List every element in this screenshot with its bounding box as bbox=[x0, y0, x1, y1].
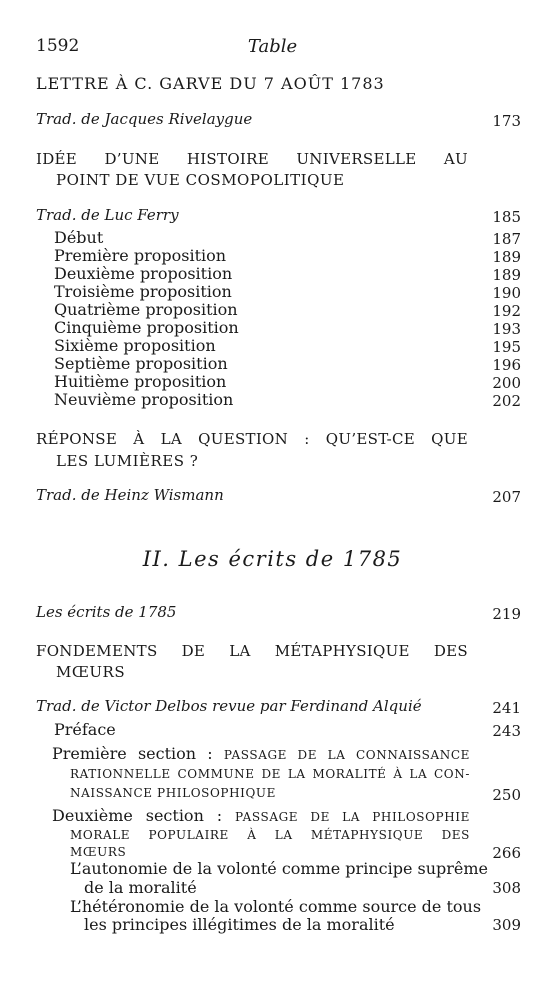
running-title: Table bbox=[247, 36, 298, 57]
section-title-reponse-line1: RÉPONSE À LA QUESTION : QU’EST-CE QUE bbox=[36, 430, 468, 448]
section-title-ecrits: Les écrits de 1785 bbox=[36, 603, 177, 621]
autonomie-line2: de la moralité bbox=[84, 878, 197, 897]
page-ref: 190 bbox=[492, 284, 521, 302]
page-ref: 189 bbox=[492, 248, 521, 266]
trad-rivelaygue: Trad. de Jacques Rivelaygue bbox=[36, 110, 253, 128]
heteronomie-line2: les principes illégitimes de la moralité bbox=[84, 915, 395, 934]
page-ref: 173 bbox=[492, 112, 521, 130]
list-item: Début bbox=[54, 228, 104, 247]
premiere-section-line3: NAISSANCE PHILOSOPHIQUE bbox=[70, 786, 276, 800]
list-item: Huitième proposition bbox=[54, 372, 227, 391]
list-item: Première proposition bbox=[54, 246, 227, 265]
page-ref: 309 bbox=[492, 916, 521, 934]
section-title-idee-line2: POINT DE VUE COSMOPOLITIQUE bbox=[56, 171, 345, 189]
trad-ferry: Trad. de Luc Ferry bbox=[36, 206, 179, 224]
heteronomie-line1: L’hétéronomie de la volonté comme source de tous bbox=[70, 897, 482, 916]
page-ref: 192 bbox=[492, 302, 521, 320]
page-ref: 308 bbox=[492, 879, 521, 897]
list-item: Quatrième proposition bbox=[54, 300, 238, 319]
list-item: Neuvième proposition bbox=[54, 390, 234, 409]
trad-wismann: Trad. de Heinz Wismann bbox=[36, 486, 224, 504]
trad-delbos: Trad. de Victor Delbos revue par Ferdinand Alquié bbox=[36, 697, 422, 715]
list-item: Troisième proposition bbox=[54, 282, 232, 301]
deuxieme-section-line1: Deuxième section : PASSAGE DE LA PHILOSOPHIE bbox=[52, 806, 470, 825]
premiere-section-line1: Première section : PASSAGE DE LA CONNAISSANCE bbox=[52, 744, 470, 763]
section-title-reponse-line2: LES LUMIÈRES ? bbox=[56, 452, 199, 470]
page-ref: 241 bbox=[492, 699, 521, 717]
page-ref: 243 bbox=[492, 722, 521, 740]
list-item-preface: Préface bbox=[54, 720, 116, 739]
section-title-idee-line1: IDÉE D’UNE HISTOIRE UNIVERSELLE AU bbox=[36, 150, 468, 168]
page-ref: 185 bbox=[492, 208, 521, 226]
section-title-garve: LETTRE À C. GARVE DU 7 AOÛT 1783 bbox=[36, 74, 385, 93]
page-ref: 250 bbox=[492, 786, 521, 804]
deuxieme-section-line2: MORALE POPULAIRE À LA MÉTAPHYSIQUE DES bbox=[70, 828, 470, 842]
page-ref: 207 bbox=[492, 488, 521, 506]
page-ref: 195 bbox=[492, 338, 521, 356]
premiere-section-line2: RATIONNELLE COMMUNE DE LA MORALITÉ À LA CON- bbox=[70, 767, 470, 781]
page-ref: 193 bbox=[492, 320, 521, 338]
page-ref: 219 bbox=[492, 605, 521, 623]
page-ref: 196 bbox=[492, 356, 521, 374]
list-item: Sixième proposition bbox=[54, 336, 216, 355]
list-item: Deuxième proposition bbox=[54, 264, 233, 283]
section-title-fondements-line1: FONDEMENTS DE LA MÉTAPHYSIQUE DES bbox=[36, 642, 469, 660]
section-title-fondements-line2: MŒURS bbox=[56, 663, 126, 681]
page-ref: 266 bbox=[492, 844, 521, 862]
part-title: II. Les écrits de 1785 bbox=[142, 547, 403, 571]
page-ref: 202 bbox=[492, 392, 521, 410]
list-item: Septième proposition bbox=[54, 354, 228, 373]
page-ref: 187 bbox=[492, 230, 521, 248]
page-ref: 200 bbox=[492, 374, 521, 392]
page-number: 1592 bbox=[36, 36, 80, 56]
page-ref: 189 bbox=[492, 266, 521, 284]
deuxieme-section-line3: MŒURS bbox=[70, 845, 127, 859]
list-item: Cinquième proposition bbox=[54, 318, 239, 337]
autonomie-line1: L’autonomie de la volonté comme principe suprême bbox=[70, 859, 489, 878]
